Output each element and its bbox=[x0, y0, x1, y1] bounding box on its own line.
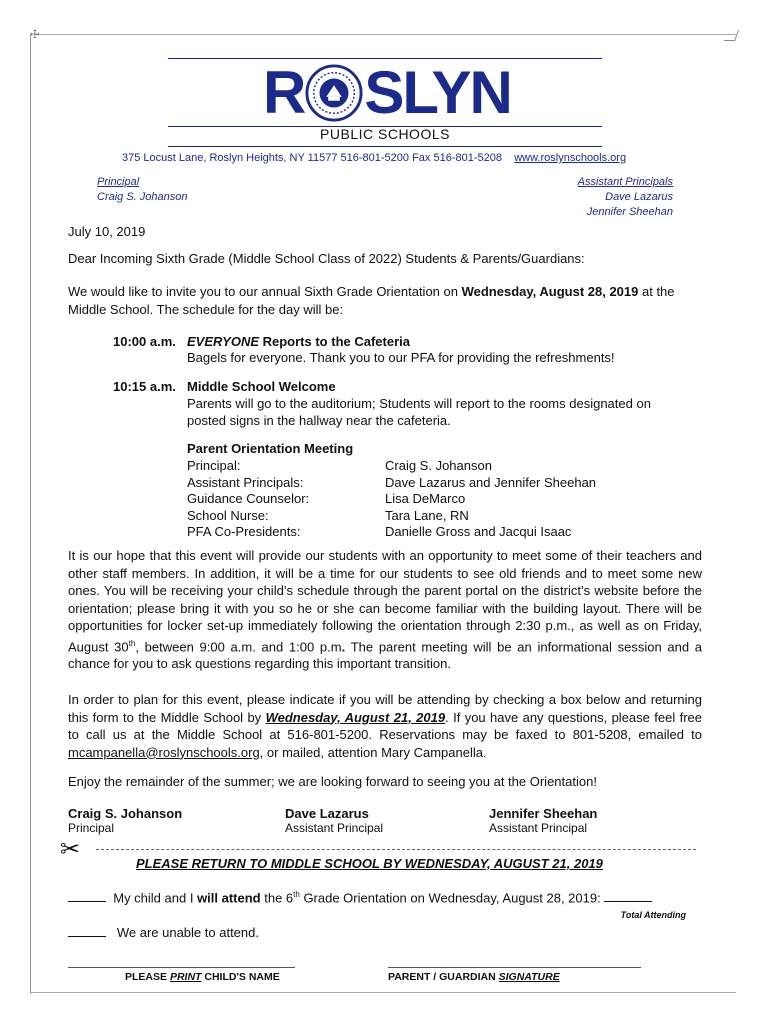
hope-text: It is our hope that this event will provide our students with an opportunity to meet some of their teachers and other staff members. In addition, it will be a time for our students to see old friends and to meet some new ones. You will be receiving your child’s schedule through the parent portal on the district’s website before the orientation; please bring it with you so he or she can become familiar with the building layout. There will be opportunities for locker set-up immediately following the orientation through 2:30 p.m., as well as on Friday, August 30 bbox=[68, 548, 702, 654]
meeting-row bbox=[187, 458, 647, 475]
rsvp-text-3: , or mailed, attention Mary Campanella. bbox=[259, 744, 487, 760]
meeting-role: School Nurse: bbox=[187, 507, 269, 523]
schedule-1-desc: Bagels for everyone. Thank you to our PFA for providing the refreshments! bbox=[187, 350, 615, 365]
signer-title: Assistant Principal bbox=[285, 821, 384, 835]
signer-title: Principal bbox=[68, 821, 115, 835]
meeting-row bbox=[187, 475, 647, 492]
attend-text: My child and I bbox=[113, 890, 198, 906]
scissors-icon: ✂ bbox=[60, 836, 81, 863]
child-name-label bbox=[125, 971, 280, 983]
signer-2 bbox=[285, 806, 383, 835]
schedule-2-title: Middle School Welcome bbox=[187, 379, 336, 394]
paragraph-hope bbox=[68, 547, 702, 673]
meeting-role: Guidance Counselor: bbox=[187, 491, 310, 506]
signature-label-emphasis: SIGNATURE bbox=[498, 971, 560, 983]
email-link[interactable]: mcampanella@roslynschools.org bbox=[68, 744, 260, 760]
page-border-bottom bbox=[30, 992, 736, 993]
hope-text-2: , between 9:00 a.m. and 1:00 p.m bbox=[135, 638, 342, 654]
signature-line[interactable] bbox=[388, 967, 641, 968]
signer-title: Assistant Principal bbox=[489, 821, 588, 835]
pin-icon: ☩ bbox=[30, 29, 40, 41]
tear-off-line bbox=[96, 849, 696, 850]
decline-checkbox-line[interactable] bbox=[68, 936, 106, 937]
total-attending-field[interactable] bbox=[604, 901, 652, 902]
signature-label-text: PARENT / GUARDIAN bbox=[388, 971, 499, 983]
paragraph-rsvp bbox=[68, 691, 702, 761]
page-border-left bbox=[30, 34, 31, 994]
hope-text-3: The parent meeting will be an informational session and a chance for you to ask questions regarding this important transition. bbox=[68, 638, 703, 672]
logo-letters-slyn: SLYN bbox=[364, 59, 511, 126]
attend-option bbox=[68, 890, 652, 905]
logo-subtitle: PUBLIC SCHOOLS bbox=[320, 126, 450, 142]
rsvp-text-2: . If you have any questions, please feel free to call us at the Middle School at 516-801-5200. Reservations may be faxed to 801-5208, emailed to bbox=[68, 709, 702, 742]
child-label-print: PRINT bbox=[169, 971, 202, 983]
page-curl-icon bbox=[724, 30, 739, 41]
schedule-1-title-text: Reports to the Cafeteria bbox=[259, 334, 410, 349]
assistant-principals-label: Assistant Principals bbox=[577, 176, 673, 188]
signer-1 bbox=[68, 806, 182, 835]
assistant-principal-1: Dave Lazarus bbox=[605, 191, 673, 203]
rsvp-deadline: Wednesday, August 21, 2019 bbox=[265, 709, 446, 725]
schedule-1-time: 10:00 a.m. bbox=[113, 334, 176, 349]
address-text: 375 Locust Lane, Roslyn Heights, NY 11577 516-801-5200 Fax 516-801-5208 bbox=[122, 152, 502, 164]
decline-text: We are unable to attend. bbox=[116, 925, 259, 940]
district-address bbox=[122, 152, 626, 164]
child-label-text-2: CHILD'S NAME bbox=[201, 971, 280, 983]
signer-name: Jennifer Sheehan bbox=[489, 806, 598, 821]
attend-text-2: the 6 bbox=[260, 890, 294, 906]
intro-paragraph bbox=[68, 283, 702, 318]
meeting-row bbox=[187, 491, 647, 508]
page-border-top bbox=[36, 34, 736, 35]
letter-date: July 10, 2019 bbox=[68, 224, 146, 239]
meeting-role: PFA Co-Presidents: bbox=[187, 524, 301, 539]
hope-period: . bbox=[341, 638, 346, 654]
schedule-1-emphasis: EVERYONE bbox=[187, 334, 260, 349]
meeting-table bbox=[187, 458, 647, 541]
salutation: Dear Incoming Sixth Grade (Middle School Class of 2022) Students & Parents/Guardians: bbox=[68, 251, 585, 266]
signer-3 bbox=[489, 806, 597, 835]
meeting-person: Dave Lazarus and Jennifer Sheehan bbox=[385, 474, 597, 490]
meeting-person: Craig S. Johanson bbox=[385, 458, 492, 473]
principal-label: Principal bbox=[97, 176, 140, 188]
website-link[interactable]: www.roslynschools.org bbox=[514, 152, 627, 164]
meeting-person: Tara Lane, RN bbox=[385, 507, 469, 523]
schedule-1-title bbox=[187, 334, 410, 349]
decline-option bbox=[68, 925, 259, 940]
intro-text-end: at the Middle School. The schedule for the day will be: bbox=[68, 284, 675, 317]
meeting-person: Lisa DeMarco bbox=[385, 491, 466, 506]
signature-label bbox=[388, 971, 560, 983]
return-heading: PLEASE RETURN TO MIDDLE SCHOOL BY WEDNESDAY, AUGUST 21, 2019 bbox=[136, 856, 603, 871]
child-name-line[interactable] bbox=[68, 967, 295, 968]
principal-name: Craig S. Johanson bbox=[97, 191, 188, 203]
schedule-2-time: 10:15 a.m. bbox=[113, 379, 176, 394]
signer-name: Dave Lazarus bbox=[285, 806, 369, 821]
district-logo bbox=[263, 60, 533, 126]
hope-sup: th bbox=[128, 638, 136, 648]
attend-bold: will attend bbox=[197, 890, 261, 906]
rsvp-text: In order to plan for this event, please indicate if you will be attending by checking a box below and returning this form to the Middle School by bbox=[68, 692, 702, 725]
meeting-row bbox=[187, 524, 647, 541]
child-label-text: PLEASE bbox=[125, 971, 170, 983]
closing-line: Enjoy the remainder of the summer; we are looking forward to seeing you at the Orientation! bbox=[68, 774, 597, 789]
orientation-date: Wednesday, August 28, 2019 bbox=[461, 284, 639, 299]
meeting-person: Danielle Gross and Jacqui Isaac bbox=[385, 524, 572, 539]
total-attending-label: Total Attending bbox=[620, 910, 686, 920]
attend-sup: th bbox=[293, 890, 300, 899]
meeting-title: Parent Orientation Meeting bbox=[187, 441, 354, 456]
meeting-role: Principal: bbox=[187, 458, 241, 473]
signer-name: Craig S. Johanson bbox=[68, 806, 183, 821]
logo-rule-bottom bbox=[168, 146, 602, 147]
logo-letter-r: R bbox=[263, 59, 305, 126]
meeting-row bbox=[187, 508, 647, 525]
meeting-role: Assistant Principals: bbox=[187, 474, 304, 490]
intro-text: We would like to invite you to our annual Sixth Grade Orientation on bbox=[68, 284, 462, 299]
attend-checkbox-line[interactable] bbox=[68, 901, 106, 902]
schedule-2-desc: Parents will go to the auditorium; Students will report to the rooms designated on posted signs in the hallway near the cafeteria. bbox=[187, 396, 651, 428]
attend-text-3: Grade Orientation on Wednesday, August 28, 2019: bbox=[299, 890, 601, 906]
district-seal-icon bbox=[305, 64, 363, 122]
assistant-principal-2: Jennifer Sheehan bbox=[586, 206, 673, 218]
